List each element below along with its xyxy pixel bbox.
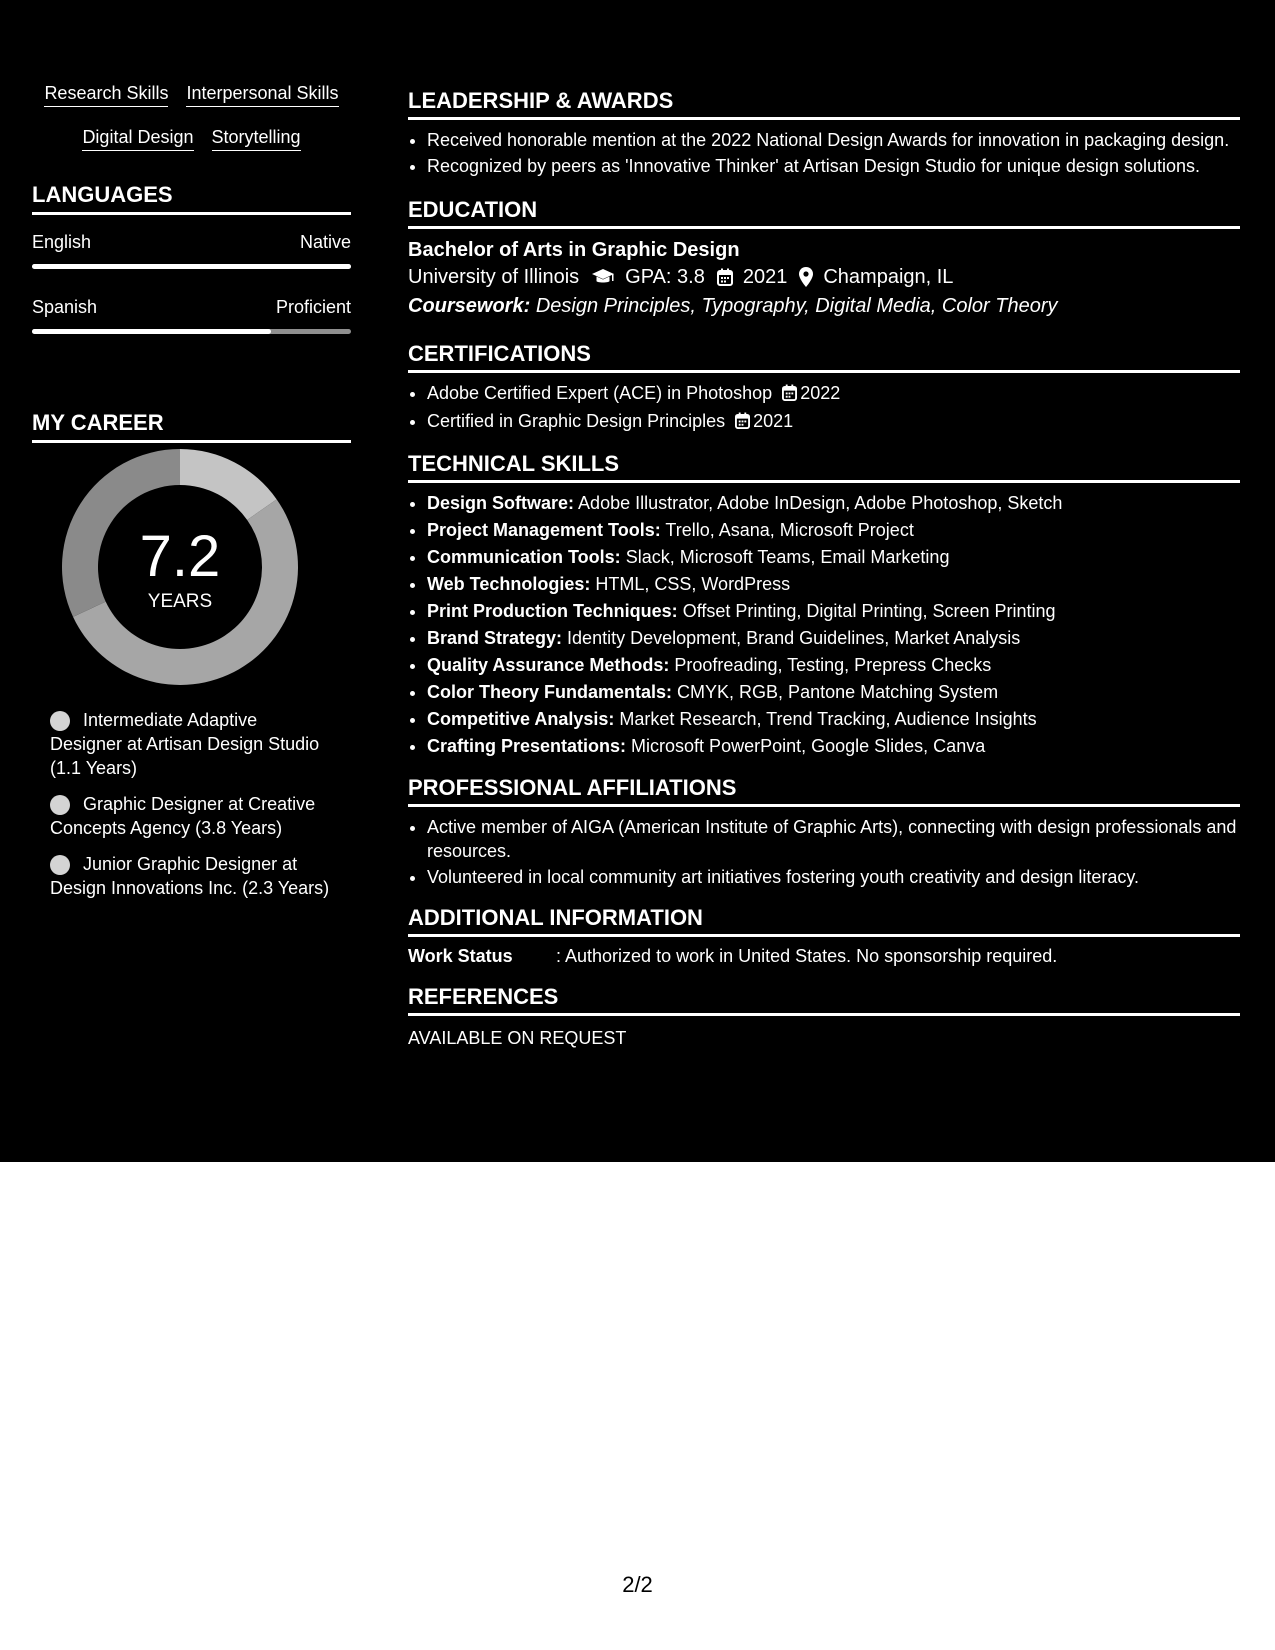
leadership-list xyxy=(408,128,1240,178)
skill-item xyxy=(427,707,1240,732)
leadership-item: • Recognized by peers as 'Innovative Thinker' at Artisan Design Studio for unique design solutions. xyxy=(427,154,1240,178)
language-bar-fill xyxy=(32,329,271,334)
career-role-item xyxy=(50,792,330,840)
career-role-text: Junior Graphic Designer at Design Innovations Inc. (2.3 Years) xyxy=(50,854,330,898)
career-role-list xyxy=(50,708,330,912)
language-level: Native xyxy=(299,232,351,252)
main-content xyxy=(408,88,1240,1050)
skill-label: Brand Strategy: xyxy=(427,628,563,648)
affiliation-item: • Active member of AIGA (American Institute of Graphic Arts), connecting with design professionals and resources. xyxy=(427,815,1240,863)
skill-value: CMYK, RGB, Pantone Matching System xyxy=(677,682,999,702)
technical-skills-heading: TECHNICAL SKILLS xyxy=(408,451,1240,483)
skill-label: Design Software: xyxy=(427,493,575,513)
certification-name: Adobe Certified Expert (ACE) in Photoshop xyxy=(427,383,773,403)
degree-title: Bachelor of Arts in Graphic Design xyxy=(408,239,740,261)
school-name: University of Illinois xyxy=(408,266,580,288)
skill-item xyxy=(427,599,1240,624)
technical-skills-list xyxy=(408,491,1240,759)
skill-item xyxy=(427,545,1240,570)
skill-value: Adobe Illustrator, Adobe InDesign, Adobe Photoshop, Sketch xyxy=(578,493,1063,513)
bullet-dot-icon xyxy=(50,795,70,815)
work-status-value: : Authorized to work in United States. No sponsorship required. xyxy=(556,946,1058,966)
languages-heading: LANGUAGES xyxy=(32,182,351,215)
certification-year: 2021 xyxy=(753,411,794,431)
education-location: Champaign, IL xyxy=(823,266,954,288)
additional-info-heading: ADDITIONAL INFORMATION xyxy=(408,905,1240,937)
skill-item xyxy=(427,491,1240,516)
education-gpa: GPA: 3.8 xyxy=(625,266,705,288)
donut-segment xyxy=(180,449,277,520)
page-number: 2/2 xyxy=(622,1572,653,1597)
language-english xyxy=(32,231,351,253)
language-bar-spanish xyxy=(32,329,351,334)
career-role-item xyxy=(50,852,330,900)
language-level: Proficient xyxy=(275,297,351,317)
skill-item xyxy=(427,680,1240,705)
bullet-dot-icon xyxy=(50,855,70,875)
bullet-dot-icon xyxy=(50,711,70,731)
skill-value: Microsoft PowerPoint, Google Slides, Canva xyxy=(631,736,986,756)
calendar-icon xyxy=(717,268,733,286)
certification-item xyxy=(427,381,1240,407)
skill-label: Communication Tools: xyxy=(427,547,621,567)
leadership-item: • Received honorable mention at the 2022 National Design Awards for innovation in packaging design. xyxy=(427,128,1240,152)
education-details xyxy=(408,263,1240,291)
language-name: English xyxy=(32,232,92,252)
skill-label: Competitive Analysis: xyxy=(427,709,615,729)
coursework-list: Design Principles, Typography, Digital Media, Color Theory xyxy=(535,295,1058,317)
affiliations-list xyxy=(408,815,1240,889)
location-pin-icon xyxy=(799,267,813,287)
skill-item xyxy=(427,653,1240,678)
skill-tag: Storytelling xyxy=(212,126,301,151)
skill-item xyxy=(427,626,1240,651)
calendar-icon xyxy=(782,383,797,407)
career-role-item xyxy=(50,708,330,780)
skill-label: Web Technologies: xyxy=(427,574,591,594)
skill-value: Market Research, Trend Tracking, Audience Insights xyxy=(619,709,1037,729)
references-heading: REFERENCES xyxy=(408,984,1240,1016)
education-heading: EDUCATION xyxy=(408,197,1240,229)
work-status-row xyxy=(408,944,1240,968)
skill-value: Proofreading, Testing, Prepress Checks xyxy=(674,655,992,675)
skill-tag: Research Skills xyxy=(44,82,168,107)
certifications-list xyxy=(408,381,1240,435)
career-total-unit: YEARS xyxy=(147,591,213,612)
education-year: 2021 xyxy=(742,266,788,288)
skill-tag: Digital Design xyxy=(82,126,193,151)
career-role-text: Intermediate Adaptive Designer at Artisan Design Studio (1.1 Years) xyxy=(50,710,320,778)
skill-label: Quality Assurance Methods: xyxy=(427,655,670,675)
skill-label: Print Production Techniques: xyxy=(427,601,678,621)
affiliation-item: • Volunteered in local community art initiatives fostering youth creativity and design literacy. xyxy=(427,865,1240,889)
affiliations-heading: PROFESSIONAL AFFILIATIONS xyxy=(408,775,1240,807)
skill-item xyxy=(427,572,1240,597)
work-status-label: Work Status xyxy=(408,946,513,966)
left-sidebar xyxy=(32,82,351,443)
skill-label: Color Theory Fundamentals: xyxy=(427,682,673,702)
career-total-value: 7.2 xyxy=(139,524,221,589)
skill-tags-row-2 xyxy=(32,126,351,151)
skill-tags-row-1 xyxy=(32,82,351,107)
skill-value: Slack, Microsoft Teams, Email Marketing xyxy=(625,547,950,567)
leadership-heading: LEADERSHIP & AWARDS xyxy=(408,88,1240,120)
skill-item xyxy=(427,734,1240,759)
certification-item xyxy=(427,409,1240,435)
graduation-cap-icon xyxy=(591,268,615,286)
career-heading: MY CAREER xyxy=(32,410,351,443)
skill-label: Crafting Presentations: xyxy=(427,736,627,756)
career-role-text: Graphic Designer at Creative Concepts Agency (3.8 Years) xyxy=(50,794,316,838)
language-name: Spanish xyxy=(32,297,98,317)
skill-value: Identity Development, Brand Guidelines, Market Analysis xyxy=(567,628,1021,648)
skill-value: Trello, Asana, Microsoft Project xyxy=(665,520,914,540)
certifications-heading: CERTIFICATIONS xyxy=(408,341,1240,373)
coursework-label: Coursework: xyxy=(408,295,531,317)
language-bar-fill xyxy=(32,264,351,269)
career-donut-chart xyxy=(32,449,351,689)
skill-tag: Interpersonal Skills xyxy=(186,82,338,107)
language-bar-english xyxy=(32,264,351,269)
certification-name: Certified in Graphic Design Principles xyxy=(427,411,726,431)
skill-value: HTML, CSS, WordPress xyxy=(595,574,791,594)
skill-value: Offset Printing, Digital Printing, Screen Printing xyxy=(682,601,1056,621)
references-text: AVAILABLE ON REQUEST xyxy=(408,1028,627,1048)
language-spanish xyxy=(32,296,351,318)
skill-label: Project Management Tools: xyxy=(427,520,661,540)
certification-year: 2022 xyxy=(800,383,841,403)
skill-item xyxy=(427,518,1240,543)
coursework-line xyxy=(408,291,1240,321)
calendar-icon xyxy=(735,411,750,435)
